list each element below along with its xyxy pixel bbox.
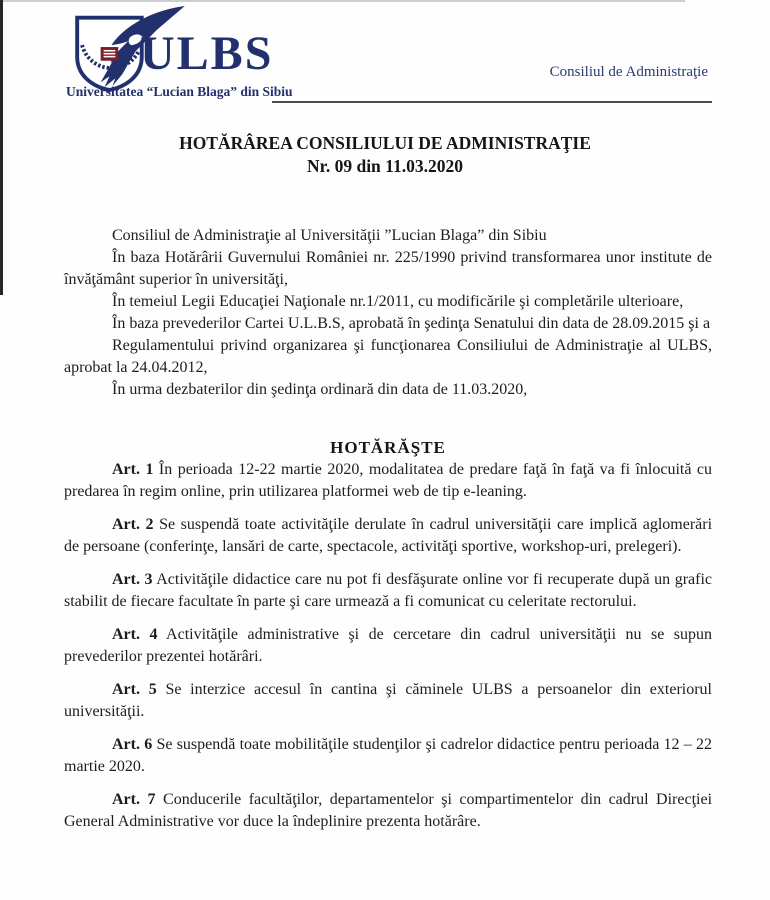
decision-heading: HOTĂRĂŞTE xyxy=(330,438,446,457)
preamble-paragraph: În temeiul Legii Educaţiei Naţionale nr.1/2011, cu modificările şi completările ulterioare, xyxy=(112,293,684,310)
preamble-paragraph: În urma dezbaterilor din şedinţa ordinară din data de 11.03.2020, xyxy=(112,381,528,398)
article-3 xyxy=(64,569,712,613)
article-6-label: Art. 6 xyxy=(112,736,153,753)
article-5-label: Art. 5 xyxy=(112,681,157,698)
preamble-paragraph: Consiliul de Administraţie al Universităţii ”Lucian Blaga” din Sibiu xyxy=(112,227,547,244)
header-divider xyxy=(272,101,712,103)
article-2-label: Art. 2 xyxy=(112,516,154,533)
scan-top-edge-artifact xyxy=(0,0,685,2)
preamble-paragraph: Regulamentului privind organizarea şi funcţionarea Consiliului de Administraţie al ULBS, aprobat la 24.04.2012, xyxy=(64,337,712,376)
article-3-text: Activităţile didactice care nu pot fi desfăşurate online vor fi recuperate după un grafic stabilit de fiecare facultate în parte şi care urmează a fi comunicat cu celeritate rectorului. xyxy=(64,571,713,610)
preamble-paragraph: În baza Hotărârii Guvernului României nr. 225/1990 privind transformarea unor institute de învăţământ superior în universităţi, xyxy=(64,249,712,288)
article-5-text: Se interzice accesul în cantina şi căminele ULBS a persoanelor din exteriorul universităţii. xyxy=(64,681,712,720)
article-7 xyxy=(64,789,712,833)
document-title-line2: Nr. 09 din 11.03.2020 xyxy=(307,156,463,176)
article-7-label: Art. 7 xyxy=(112,791,156,808)
document-body xyxy=(64,225,712,844)
article-1-label: Art. 1 xyxy=(112,461,154,478)
department-label: Consiliul de Administraţie xyxy=(549,64,708,80)
article-6 xyxy=(64,734,712,778)
logo-acronym: ULBS xyxy=(140,27,274,80)
article-1 xyxy=(64,459,712,503)
university-name: Universitatea “Lucian Blaga” din Sibiu xyxy=(66,84,293,99)
document-title-line1: HOTĂRÂREA CONSILIULUI DE ADMINISTRAŢIE xyxy=(179,133,591,153)
article-7-text: Conducerile facultăţilor, departamentelor şi compartimentelor din cadrul Direcţiei General Administrative vor duce la îndeplinire prezenta hotărâre. xyxy=(64,791,713,830)
preamble-paragraph: În baza prevederilor Cartei U.L.B.S, aprobată în şedinţa Senatului din data de 28.09.2015 şi a xyxy=(112,315,711,332)
article-2-text: Se suspendă toate activităţile derulate în cadrul universităţii care implică aglomerări de persoane (conferinţe, lansări de carte, spectacole, activităţi sportive, workshop-uri, prelegeri). xyxy=(64,516,713,555)
article-4-text: Activităţile administrative şi de cercetare din cadrul universităţii nu se supun prevederilor prezentei hotărâri. xyxy=(64,626,712,665)
article-3-label: Art. 3 xyxy=(112,571,153,588)
article-4 xyxy=(64,624,712,668)
article-4-label: Art. 4 xyxy=(112,626,158,643)
article-1-text: În perioada 12-22 martie 2020, modalitatea de predare faţă în faţă va fi înlocuită cu predarea în regim online, prin utilizarea platformei web de tip e-leaning. xyxy=(64,461,713,500)
article-2 xyxy=(64,514,712,558)
article-6-text: Se suspendă toate mobilităţile studenţilor şi cadrelor didactice pentru perioada 12 – 22 martie 2020. xyxy=(64,736,712,775)
document-title xyxy=(0,132,770,178)
article-5 xyxy=(64,679,712,723)
